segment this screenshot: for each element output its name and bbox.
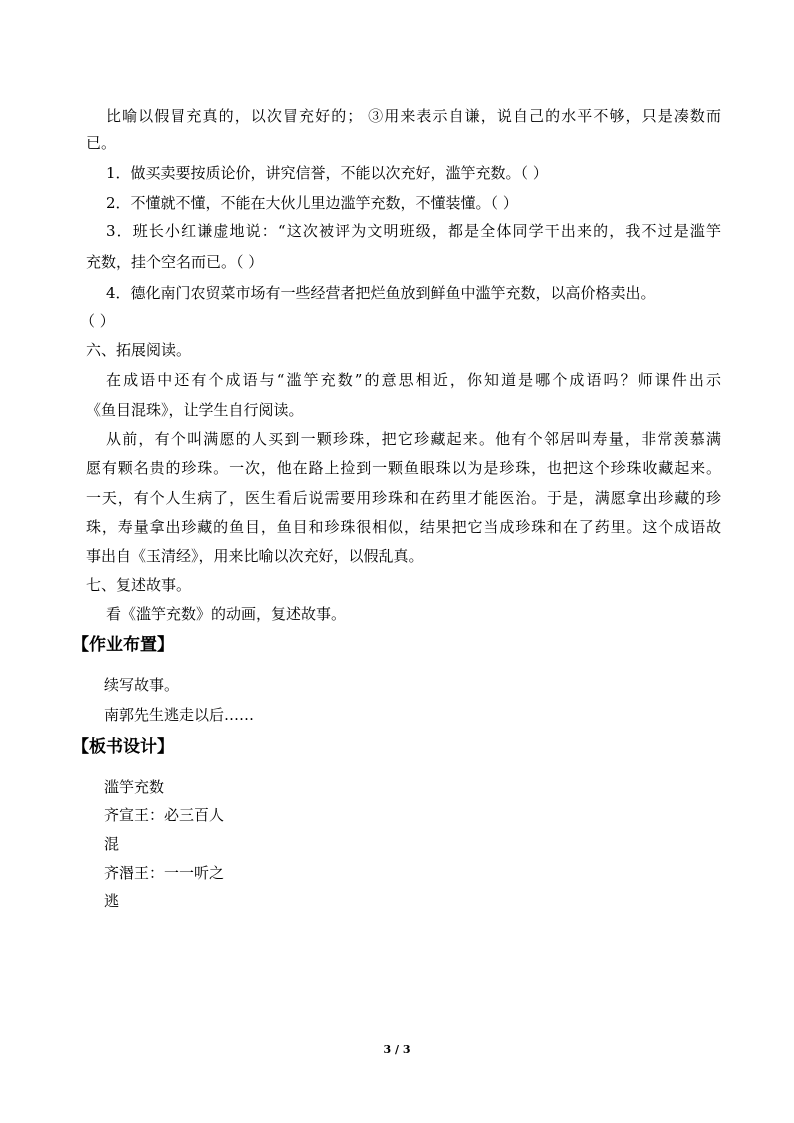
exercise-item-continuation: 充数，挂个空名而已。（ ） bbox=[86, 253, 264, 271]
board-line: 齐湣王：一一听之 bbox=[104, 864, 225, 882]
section-heading: 七、复述故事。 bbox=[86, 576, 192, 594]
story-line: 愿有颗名贵的珍珠。一次，他在路上捡到一颗鱼眼珠以为是珍珠，也把这个珍珠收藏起来。 bbox=[86, 459, 721, 477]
story-line: 一天，有个人生病了，医生看后说需要用珍珠和在药里才能医治。于是，满愿拿出珍藏的珍 bbox=[86, 489, 721, 507]
story-line: 珠，寿量拿出珍藏的鱼目，鱼目和珍珠很相似，结果把它当成珍珠和在了药里。这个成语故 bbox=[86, 518, 721, 536]
paragraph-line: 在成语中还有个成语与“滥竽充数”的意思相近，你知道是哪个成语吗？师课件出示 bbox=[106, 371, 721, 389]
homework-line: 南郭先生逃走以后…… bbox=[104, 706, 255, 724]
homework-heading: 【作业布置】 bbox=[72, 635, 174, 655]
section-heading: 六、拓展阅读。 bbox=[86, 341, 192, 359]
board-heading: 【板书设计】 bbox=[72, 737, 174, 757]
paragraph-line: 看《滥竽充数》的动画，复述故事。 bbox=[106, 605, 347, 623]
board-line: 齐宣王：必三百人 bbox=[104, 806, 225, 824]
paragraph-line: 已。 bbox=[86, 134, 117, 152]
exercise-item-continuation: （ ） bbox=[80, 312, 115, 330]
exercise-item: 1．做买卖要按质论价，讲究信誉，不能以次充好，滥竽充数。（ ） bbox=[106, 164, 548, 182]
story-line: 从前，有个叫满愿的人买到一颗珍珠，把它珍藏起来。他有个邻居叫寿量，非常羡慕满 bbox=[106, 430, 721, 448]
exercise-item: 2．不懂就不懂，不能在大伙儿里边滥竽充数，不懂装懂。（ ） bbox=[106, 194, 518, 212]
paragraph-line: 比喻以假冒充真的，以次冒充好的； ③用来表示自谦，说自己的水平不够，只是凑数而 bbox=[106, 107, 721, 125]
story-line: 事出自《玉清经》，用来比喻以次充好，以假乱真。 bbox=[86, 547, 424, 565]
paragraph-line: 《鱼目混珠》，让学生自行阅读。 bbox=[86, 401, 304, 419]
board-line: 逃 bbox=[104, 892, 120, 910]
page-number: 3 / 3 bbox=[383, 1043, 411, 1056]
board-line: 滥竽充数 bbox=[104, 778, 165, 796]
exercise-item: 4．德化南门农贸菜市场有一些经营者把烂鱼放到鲜鱼中滥竽充数，以高价格卖出。 bbox=[106, 284, 656, 302]
exercise-item: 3．班长小红谦虚地说：“这次被评为文明班级，都是全体同学干出来的，我不过是滥竽 bbox=[106, 222, 721, 240]
board-line: 混 bbox=[104, 835, 120, 853]
homework-line: 续写故事。 bbox=[104, 676, 180, 694]
